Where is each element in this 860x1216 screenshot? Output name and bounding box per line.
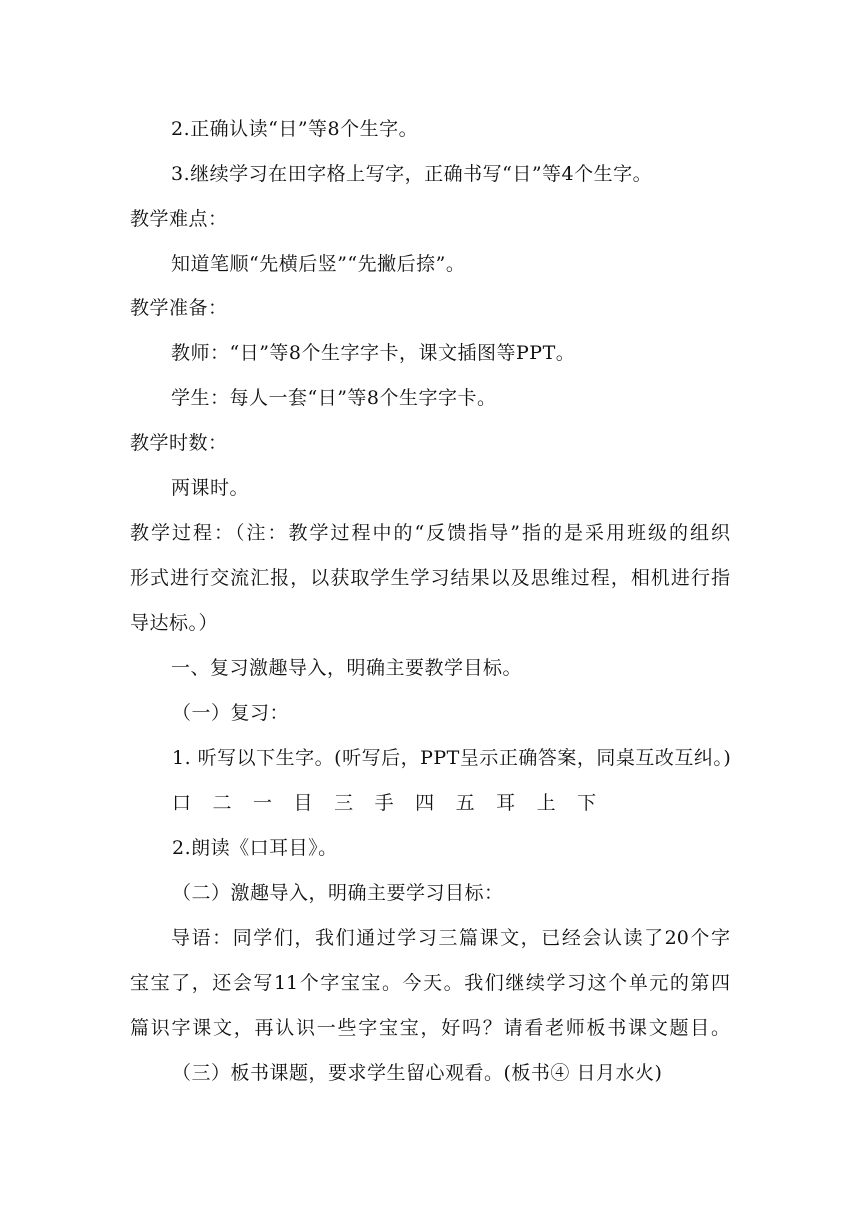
dictation-char: 四 bbox=[415, 792, 435, 814]
intro-speech-line-3: 篇识字课文，再认识一些字宝宝，好吗？请看老师板书课文题目。 bbox=[130, 1017, 730, 1039]
dictation-char: 下 bbox=[577, 792, 597, 814]
objective-2: 2.正确认读“日”等8个生字。 bbox=[171, 118, 419, 140]
dictation-char: 二 bbox=[212, 792, 233, 814]
difficulty-text: 知道笔顺“先横后竖”“先撇后捺”。 bbox=[171, 253, 466, 275]
preparation-student: 学生：每人一套“日”等8个生字字卡。 bbox=[171, 387, 497, 409]
heading-difficulty: 教学难点： bbox=[130, 208, 228, 230]
subsection-introduction: （二）激趣导入，明确主要学习目标： bbox=[172, 882, 504, 904]
dictation-char: 三 bbox=[334, 792, 354, 814]
dictation-char: 一 bbox=[253, 792, 273, 814]
class-hours-text: 两课时。 bbox=[171, 477, 250, 499]
process-note-line-3: 导达标。） bbox=[130, 612, 219, 634]
heading-preparation: 教学准备： bbox=[130, 297, 228, 319]
intro-speech-line-1: 导语：同学们，我们通过学习三篇课文，已经会认读了20个字 bbox=[171, 927, 730, 949]
reading-task: 2.朗读《口耳目》。 bbox=[172, 837, 338, 859]
dictation-char: 手 bbox=[374, 792, 395, 814]
dictation-char: 目 bbox=[293, 792, 314, 814]
dictation-char: 口 bbox=[172, 792, 192, 814]
intro-speech-line-2: 宝宝了，还会写11个字宝宝。今天。我们继续学习这个单元的第四 bbox=[130, 972, 730, 994]
section-1-heading: 一、复习激趣导入，明确主要教学目标。 bbox=[171, 657, 523, 679]
process-note-line-2: 形式进行交流汇报，以获取学生学习结果以及思维过程，相机进行指 bbox=[130, 567, 730, 589]
dictation-instruction: 1. 听写以下生字。(听写后，PPT呈示正确答案，同桌互改互纠。) bbox=[172, 747, 732, 769]
subsection-review: （一）复习： bbox=[172, 702, 290, 724]
subsection-board-title: （三）板书课题，要求学生留心观看。(板书④ 日月水火) bbox=[172, 1062, 663, 1084]
dictation-char: 五 bbox=[455, 792, 476, 814]
dictation-char: 耳 bbox=[496, 792, 516, 814]
preparation-teacher: 教师：“日”等8个生字字卡，课文插图等PPT。 bbox=[171, 342, 576, 364]
objective-3: 3.继续学习在田字格上写字，正确书写“日”等4个生字。 bbox=[171, 163, 653, 185]
heading-process: 教学过程：（注：教学过程中的“反馈指导”指的是采用班级的组织 bbox=[130, 522, 730, 544]
dictation-char: 上 bbox=[536, 792, 557, 814]
dictation-characters bbox=[172, 790, 618, 816]
heading-class-hours: 教学时数： bbox=[130, 432, 228, 454]
